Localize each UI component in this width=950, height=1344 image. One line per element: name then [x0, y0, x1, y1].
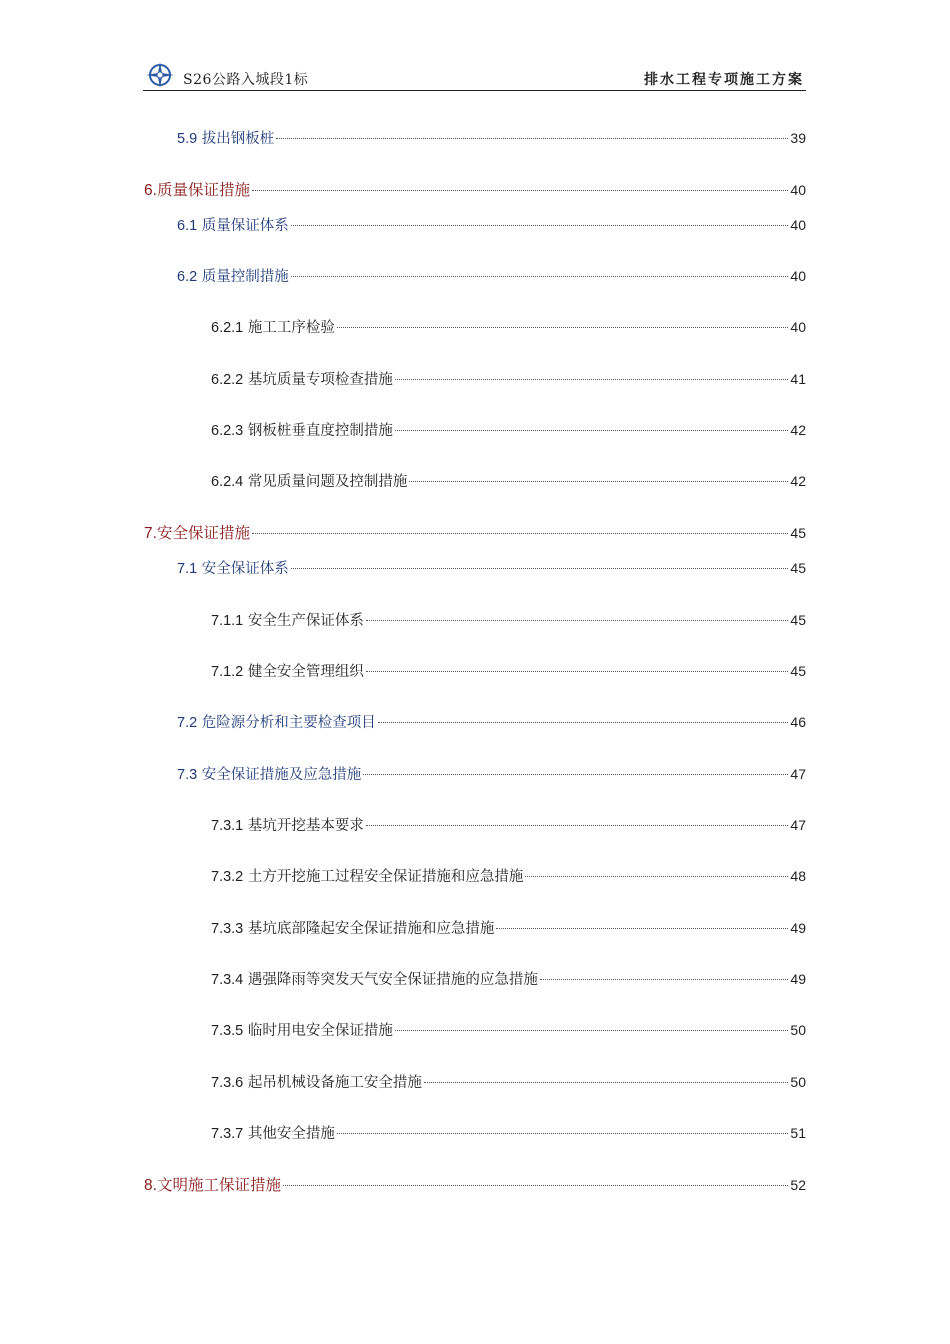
toc-entry[interactable] — [177, 557, 806, 579]
toc-entry[interactable] — [211, 316, 806, 338]
toc-entry-text: 起吊机械设备施工安全措施 — [243, 1075, 422, 1091]
toc-entry[interactable] — [211, 968, 806, 990]
toc-entry[interactable] — [177, 763, 806, 785]
dot-leader — [291, 225, 789, 226]
toc-entry-title — [144, 521, 250, 543]
toc-entry[interactable] — [211, 917, 806, 939]
toc-entry-page-number: 52 — [790, 1177, 806, 1193]
dot-leader — [252, 533, 788, 534]
dot-leader — [366, 671, 789, 672]
toc-entry[interactable] — [144, 178, 806, 200]
page-header — [143, 58, 806, 91]
toc-entry-page-number: 45 — [790, 612, 806, 628]
toc-entry-text: 安全保证措施 — [156, 524, 250, 542]
toc-entry-page-number: 49 — [790, 920, 806, 936]
toc-entry-text: 基坑底部隆起安全保证措施和应急措施 — [243, 921, 495, 937]
toc-entry-text: 遇强降雨等突发天气安全保证措施的应急措施 — [243, 972, 538, 988]
toc-entry-number: 7.3.4 — [211, 972, 244, 988]
dot-leader — [378, 722, 789, 723]
toc-entry-text: 临时用电安全保证措施 — [243, 1023, 393, 1039]
toc-entry[interactable] — [211, 814, 806, 836]
toc-entry-text: 质量保证体系 — [197, 218, 289, 234]
dot-leader — [424, 1082, 789, 1083]
toc-entry-title — [211, 1019, 393, 1040]
toc-entry[interactable] — [177, 214, 806, 236]
toc-entry-number: 5.9 — [177, 131, 198, 147]
toc-entry-title — [211, 368, 393, 389]
toc-entry-page-number: 45 — [790, 525, 806, 541]
toc-entry-page-number: 45 — [790, 663, 806, 679]
toc-entry-page-number: 40 — [790, 182, 806, 198]
toc-entry-page-number: 41 — [790, 371, 806, 387]
toc-entry-number: 7.3.2 — [211, 869, 244, 885]
toc-entry-title — [211, 419, 393, 440]
toc-entry-page-number: 42 — [790, 473, 806, 489]
toc-entry-page-number: 47 — [790, 817, 806, 833]
toc-entry-text: 基坑开挖基本要求 — [243, 818, 364, 834]
toc-entry-page-number: 51 — [790, 1125, 806, 1141]
dot-leader — [337, 1133, 789, 1134]
toc-entry-text: 危险源分析和主要检查项目 — [197, 715, 376, 731]
toc-entry-title — [177, 557, 289, 578]
toc-entry-title — [177, 711, 376, 732]
toc-entry-page-number: 50 — [790, 1022, 806, 1038]
toc-entry-title — [211, 968, 538, 989]
toc-entry-page-number: 47 — [790, 766, 806, 782]
dot-leader — [409, 481, 788, 482]
dot-leader — [540, 979, 789, 980]
toc-entry-number: 7.3.3 — [211, 921, 244, 937]
toc-entry-number: 7.3 — [177, 767, 198, 783]
toc-entry-number: 7.1 — [177, 561, 198, 577]
toc-entry-text: 拔出钢板桩 — [197, 131, 275, 147]
dot-leader — [291, 276, 789, 277]
dot-leader — [525, 876, 788, 877]
toc-entry-number: 7.1.2 — [211, 664, 244, 680]
toc-entry-number: 7.3.5 — [211, 1023, 244, 1039]
toc-entry-text: 健全安全管理组织 — [243, 664, 364, 680]
toc-entry-text: 质量控制措施 — [197, 269, 289, 285]
dot-leader — [366, 825, 789, 826]
dot-leader — [291, 568, 789, 569]
toc-entry-text: 施工工序检验 — [243, 320, 335, 336]
toc-entry-number: 6.2 — [177, 269, 198, 285]
toc-entry-title — [211, 609, 364, 630]
toc-entry-title — [211, 1071, 422, 1092]
toc-entry-title — [177, 214, 289, 235]
toc-entry-text: 文明施工保证措施 — [156, 1176, 281, 1194]
toc-entry[interactable] — [144, 521, 806, 543]
toc-entry-title — [211, 917, 494, 938]
toc-entry-number: 6.2.1 — [211, 320, 244, 336]
toc-entry[interactable] — [211, 865, 806, 887]
toc-entry-page-number: 40 — [790, 319, 806, 335]
dot-leader — [395, 1030, 789, 1031]
toc-entry-text: 质量保证措施 — [156, 181, 250, 199]
toc-entry[interactable] — [211, 1071, 806, 1093]
toc-entry[interactable] — [211, 470, 806, 492]
toc-entry-text: 土方开挖施工过程安全保证措施和应急措施 — [243, 869, 524, 885]
toc-entry-title — [144, 1173, 281, 1195]
toc-entry[interactable] — [211, 419, 806, 441]
toc-entry-text: 常见质量问题及控制措施 — [243, 474, 408, 490]
toc-entry-number: 7.1.1 — [211, 613, 244, 629]
toc-entry[interactable] — [211, 1019, 806, 1041]
toc-entry-page-number: 45 — [790, 560, 806, 576]
toc-entry[interactable] — [211, 368, 806, 390]
toc-entry[interactable] — [177, 127, 806, 149]
toc-entry-text: 安全保证措施及应急措施 — [197, 767, 362, 783]
dot-leader — [366, 620, 789, 621]
toc-entry-page-number: 49 — [790, 971, 806, 987]
toc-entry-title — [211, 316, 335, 337]
dot-leader — [283, 1185, 788, 1186]
toc-entry-title — [211, 470, 407, 491]
toc-entry-number: 6.2.4 — [211, 474, 244, 490]
toc-entry[interactable] — [211, 660, 806, 682]
toc-entry-page-number: 46 — [790, 714, 806, 730]
dot-leader — [395, 430, 789, 431]
toc-entry-text: 钢板桩垂直度控制措施 — [243, 423, 393, 439]
toc-entry-text: 基坑质量专项检查措施 — [243, 372, 393, 388]
header-document-title: 排水工程专项施工方案 — [644, 72, 804, 88]
toc-entry-title — [211, 865, 523, 886]
toc-entry-title — [211, 1122, 335, 1143]
toc-entry-number: 7. — [144, 525, 157, 542]
dot-leader — [496, 928, 788, 929]
toc-entry-text: 安全生产保证体系 — [243, 613, 364, 629]
dot-leader — [252, 190, 788, 191]
toc-entry-number: 7.3.7 — [211, 1126, 244, 1142]
toc-entry-title — [144, 178, 250, 200]
toc-entry[interactable] — [211, 609, 806, 631]
toc-entry[interactable] — [177, 265, 806, 287]
toc-entry-page-number: 40 — [790, 268, 806, 284]
toc-entry-number: 6.2.2 — [211, 372, 244, 388]
compass-star-logo-icon — [145, 61, 175, 89]
toc-entry-page-number: 42 — [790, 422, 806, 438]
dot-leader — [276, 138, 788, 139]
toc-entry-page-number: 39 — [790, 130, 806, 146]
toc-entry[interactable] — [177, 711, 806, 733]
toc-entry[interactable] — [144, 1173, 806, 1195]
toc-entry-number: 6.2.3 — [211, 423, 244, 439]
dot-leader — [395, 379, 789, 380]
toc-entry-title — [177, 265, 289, 286]
toc-entry-number: 6.1 — [177, 218, 198, 234]
toc-entry-title — [211, 660, 364, 681]
toc-entry-page-number: 50 — [790, 1074, 806, 1090]
toc-entry-title — [211, 814, 364, 835]
toc-entry-number: 7.2 — [177, 715, 198, 731]
toc-entry-text: 其他安全措施 — [243, 1126, 335, 1142]
dot-leader — [337, 327, 789, 328]
toc-entry[interactable] — [211, 1122, 806, 1144]
toc-entry-text: 安全保证体系 — [197, 561, 289, 577]
toc-entry-number: 6. — [144, 182, 157, 199]
toc-entry-number: 8. — [144, 1177, 157, 1194]
dot-leader — [363, 774, 788, 775]
toc-entry-page-number: 40 — [790, 217, 806, 233]
toc-entry-title — [177, 127, 274, 148]
toc-entry-number: 7.3.1 — [211, 818, 244, 834]
toc-entry-title — [177, 763, 361, 784]
toc-entry-number: 7.3.6 — [211, 1075, 244, 1091]
header-project-title: S26公路入城段1标 — [183, 72, 309, 88]
toc-entry-page-number: 48 — [790, 868, 806, 884]
